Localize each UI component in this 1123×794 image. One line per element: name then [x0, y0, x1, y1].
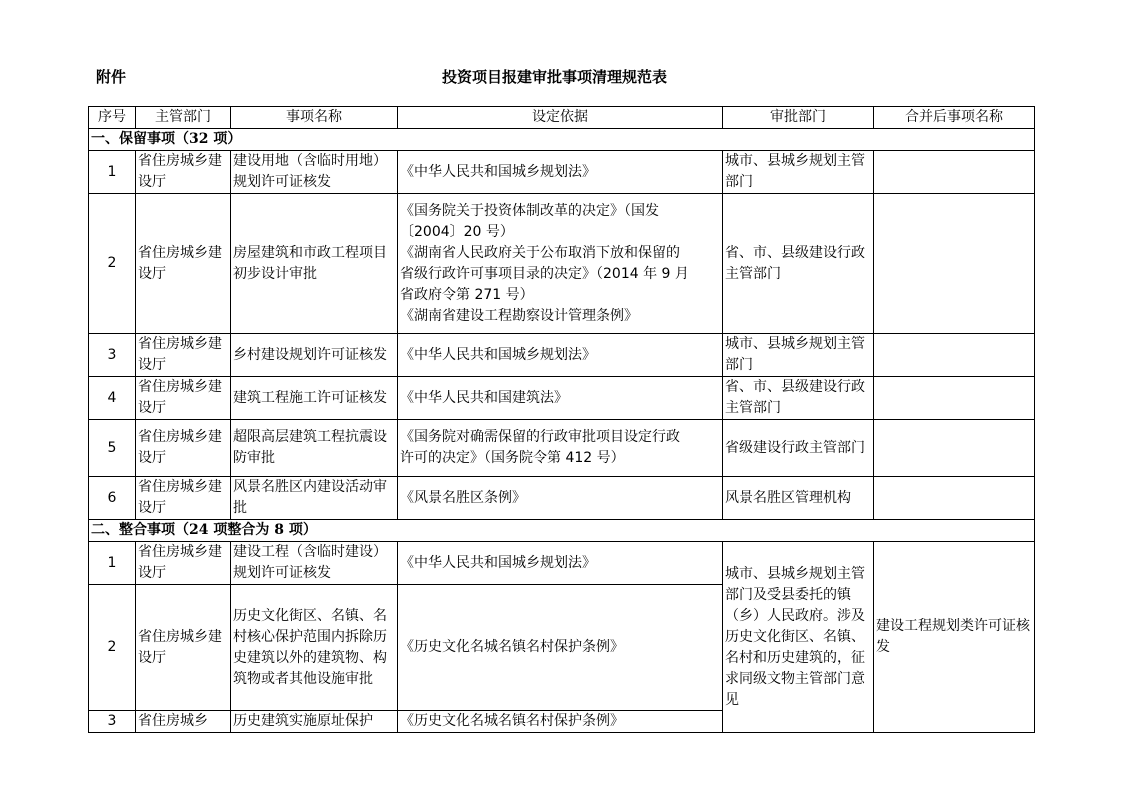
cell-dept: 省住房城乡建设厅 [136, 151, 231, 194]
table-row [89, 420, 1035, 477]
table-row [89, 194, 1035, 334]
cell-no: 3 [89, 711, 136, 733]
cell-no: 1 [89, 542, 136, 585]
cell-item-name: 乡村建设规划许可证核发 [231, 334, 398, 377]
attachment-label: 附件 [96, 68, 127, 86]
cell-approver: 城市、县城乡规划主管部门 [723, 334, 874, 377]
cell-item-name: 房屋建筑和市政工程项目初步设计审批 [231, 194, 398, 334]
header-item-name: 事项名称 [231, 107, 398, 129]
cell-no: 5 [89, 420, 136, 477]
cell-basis: 《历史文化名城名镇名村保护条例》 [398, 711, 723, 733]
cell-no: 2 [89, 585, 136, 711]
cell-item-name: 建筑工程施工许可证核发 [231, 377, 398, 420]
cell-dept: 省住房城乡建设厅 [136, 585, 231, 711]
cell-dept: 省住房城乡建设厅 [136, 334, 231, 377]
cell-merged-name [874, 377, 1035, 420]
cell-dept: 省住房城乡建设厅 [136, 420, 231, 477]
table-row [89, 334, 1035, 377]
cell-approver: 省级建设行政主管部门 [723, 420, 874, 477]
cell-dept: 省住房城乡建设厅 [136, 377, 231, 420]
cell-basis: 《国务院对确需保留的行政审批项目设定行政 许可的决定》（国务院令第 412 号） [398, 420, 723, 477]
header-dept: 主管部门 [136, 107, 231, 129]
cell-item-name: 历史建筑实施原址保护 [231, 711, 398, 733]
cell-item-name: 建设工程（含临时建设）规划许可证核发 [231, 542, 398, 585]
cell-dept: 省住房城乡建设厅 [136, 194, 231, 334]
cell-dept: 省住房城乡建设厅 [136, 477, 231, 520]
cell-merged-name [874, 194, 1035, 334]
cell-item-name: 历史文化街区、名镇、名村核心保护范围内拆除历史建筑以外的建筑物、构筑物或者其他设施审批 [231, 585, 398, 711]
approval-items-table [88, 106, 1035, 733]
cell-no: 6 [89, 477, 136, 520]
cell-no: 2 [89, 194, 136, 334]
cell-item-name: 建设用地（含临时用地）规划许可证核发 [231, 151, 398, 194]
cell-approver: 省、市、县级建设行政主管部门 [723, 194, 874, 334]
section-title-merged: 二、整合事项（24 项整合为 8 项） [89, 520, 1035, 542]
cell-approver-group: 城市、县城乡规划主管部门及受县委托的镇（乡）人民政府。涉及历史文化街区、名镇、名村和历史建筑的，征求同级文物主管部门意见 [723, 542, 874, 733]
cell-basis: 《中华人民共和国建筑法》 [398, 377, 723, 420]
cell-approver: 风景名胜区管理机构 [723, 477, 874, 520]
cell-no: 1 [89, 151, 136, 194]
page-title: 投资项目报建审批事项清理规范表 [441, 68, 667, 86]
header-merged-name: 合并后事项名称 [874, 107, 1035, 129]
cell-merged-name [874, 420, 1035, 477]
table-row [89, 477, 1035, 520]
section-title-retained: 一、保留事项（32 项） [89, 129, 1035, 151]
cell-no: 3 [89, 334, 136, 377]
cell-item-name: 超限高层建筑工程抗震设防审批 [231, 420, 398, 477]
cell-basis: 《风景名胜区条例》 [398, 477, 723, 520]
cell-item-name: 风景名胜区内建设活动审批 [231, 477, 398, 520]
header-approver: 审批部门 [723, 107, 874, 129]
cell-basis: 《历史文化名城名镇名村保护条例》 [398, 585, 723, 711]
cell-no: 4 [89, 377, 136, 420]
cell-merged-name [874, 151, 1035, 194]
table-row [89, 151, 1035, 194]
cell-basis: 《中华人民共和国城乡规划法》 [398, 151, 723, 194]
section-row [89, 520, 1035, 542]
cell-merged-name-group: 建设工程规划类许可证核发 [874, 542, 1035, 733]
cell-dept: 省住房城乡 [136, 711, 231, 733]
table-row [89, 542, 1035, 585]
cell-approver: 省、市、县级建设行政主管部门 [723, 377, 874, 420]
cell-dept: 省住房城乡建设厅 [136, 542, 231, 585]
table-row [89, 377, 1035, 420]
cell-merged-name [874, 334, 1035, 377]
header-no: 序号 [89, 107, 136, 129]
cell-approver: 城市、县城乡规划主管部门 [723, 151, 874, 194]
table-header-row [89, 107, 1035, 129]
cell-basis: 《国务院关于投资体制改革的决定》（国发 〔2004〕20 号） 《湖南省人民政府关于公布取消下放和保留的 省级行政许可事项目录的决定》（2014 年 9 月 省政府令第 271 号） 《湖南省建设工程勘察设计管理条例》 [398, 194, 723, 334]
cell-merged-name [874, 477, 1035, 520]
cell-basis: 《中华人民共和国城乡规划法》 [398, 542, 723, 585]
section-row [89, 129, 1035, 151]
cell-basis: 《中华人民共和国城乡规划法》 [398, 334, 723, 377]
header-basis: 设定依据 [398, 107, 723, 129]
